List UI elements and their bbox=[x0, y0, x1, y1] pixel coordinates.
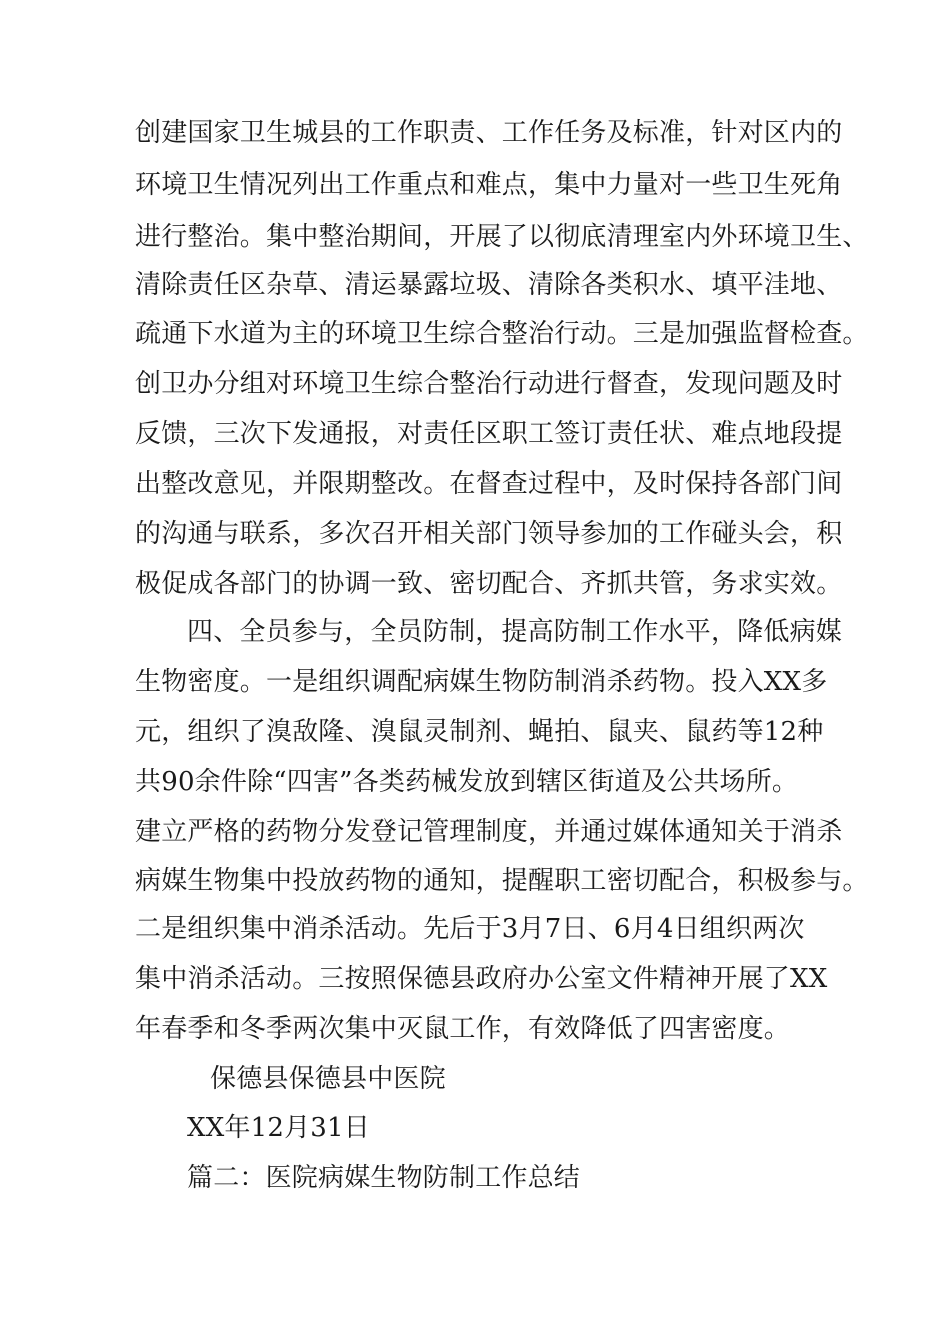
next-section-title: 篇二：医院病媒生物防制工作总结 bbox=[187, 1163, 581, 1193]
paragraph-four-first-line: 四、全员参与，全员防制，提高防制工作水平，降低病媒 bbox=[187, 617, 843, 647]
body-line: 出整改意见，并限期整改。在督查过程中，及时保持各部门间 bbox=[135, 469, 843, 499]
body-line: 元，组织了溴敌隆、溴鼠灵制剂、蝇拍、鼠夹、鼠药等12种 bbox=[135, 717, 824, 747]
body-line: 创卫办分组对环境卫生综合整治行动进行督查，发现问题及时 bbox=[135, 369, 843, 399]
body-line: 生物密度。一是组织调配病媒生物防制消杀药物。投入XX多 bbox=[135, 667, 828, 697]
signature-org: 保德县保德县中医院 bbox=[210, 1064, 446, 1094]
body-line: 年春季和冬季两次集中灭鼠工作，有效降低了四害密度。 bbox=[135, 1014, 791, 1044]
body-line: 清除责任区杂草、清运暴露垃圾、清除各类积水、填平洼地、 bbox=[135, 270, 843, 300]
signature-date: XX年12月31日 bbox=[187, 1113, 370, 1143]
body-line: 二是组织集中消杀活动。先后于3月7日、6月4日组织两次 bbox=[135, 914, 805, 944]
body-line: 的沟通与联系，多次召开相关部门领导参加的工作碰头会，积 bbox=[135, 519, 843, 549]
body-line: 病媒生物集中投放药物的通知，提醒职工密切配合，积极参与。 bbox=[135, 866, 869, 896]
body-line: 环境卫生情况列出工作重点和难点，集中力量对一些卫生死角 bbox=[135, 170, 843, 200]
body-line: 创建国家卫生城县的工作职责、工作任务及标准，针对区内的 bbox=[135, 118, 843, 148]
body-line: 集中消杀活动。三按照保德县政府办公室文件精神开展了XX bbox=[135, 964, 828, 994]
body-line: 进行整治。集中整治期间，开展了以彻底清理室内外环境卫生、 bbox=[135, 222, 869, 252]
body-line: 反馈，三次下发通报，对责任区职工签订责任状、难点地段提 bbox=[135, 419, 843, 449]
body-line: 建立严格的药物分发登记管理制度，并通过媒体通知关于消杀 bbox=[135, 817, 843, 847]
body-line: 极促成各部门的协调一致、密切配合、齐抓共管，务求实效。 bbox=[135, 569, 843, 599]
body-line: 疏通下水道为主的环境卫生综合整治行动。三是加强监督检查。 bbox=[135, 319, 869, 349]
body-line: 共90余件除“四害”各类药械发放到辖区街道及公共场所。 bbox=[135, 767, 799, 797]
